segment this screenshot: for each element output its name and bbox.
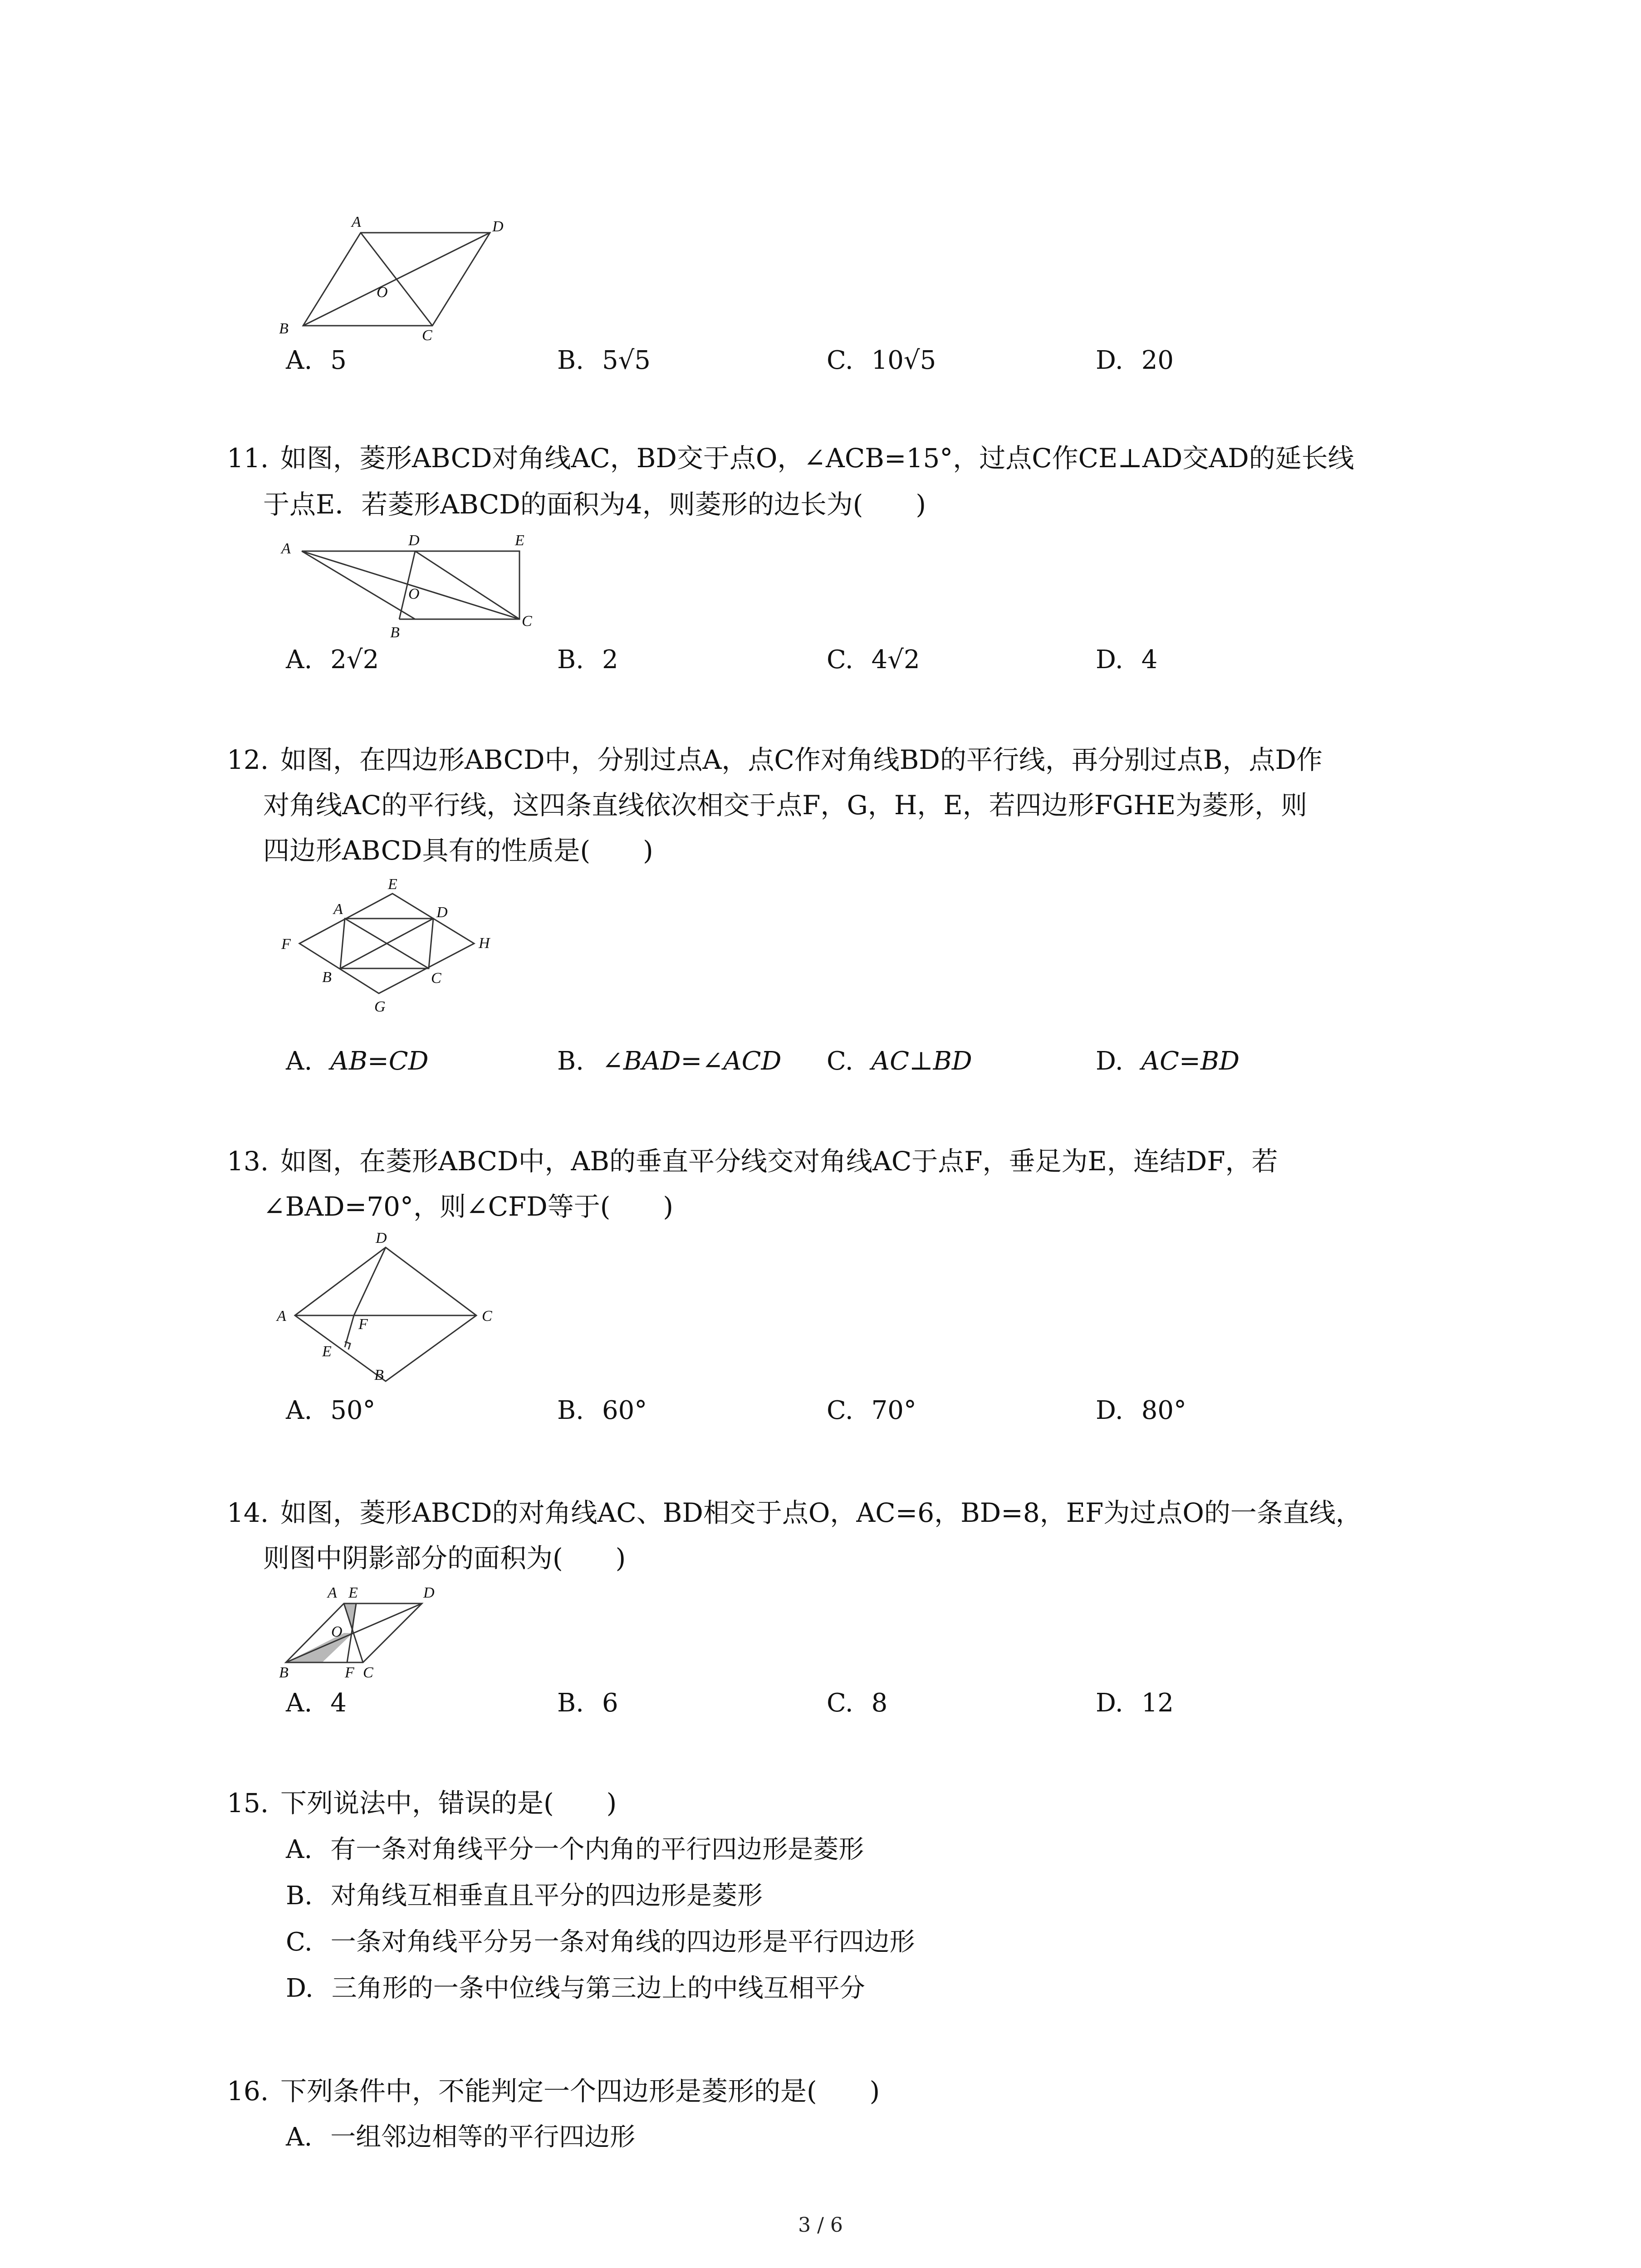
q12-option-a[interactable]: A. AB=CD — [286, 1046, 429, 1076]
page-number: 3 / 6 — [798, 2214, 843, 2237]
q13-label-d: D — [376, 1230, 387, 1246]
q12-label-b: B — [322, 969, 332, 986]
q15-stem: 下列说法中，错误的是( ) — [280, 1788, 617, 1818]
q11-label-c: C — [522, 613, 532, 630]
q14-number: 14. — [227, 1497, 269, 1528]
q10-option-b[interactable]: B. 5√5 — [557, 346, 651, 375]
q15-option-b[interactable]: B. 对角线互相垂直且平分的四边形是菱形 — [286, 1881, 763, 1911]
q15-option-d[interactable]: D. 三角形的一条中位线与第三边上的中线互相平分 — [286, 1974, 865, 2003]
q12-stem-line-3: 四边形ABCD具有的性质是( ) — [263, 835, 653, 866]
q12-label-g: G — [374, 998, 386, 1015]
q11-stem-line-2: 于点E．若菱形ABCD的面积为4，则菱形的边长为( ) — [263, 489, 926, 520]
q12-label-d: D — [436, 904, 448, 921]
q11-option-a[interactable]: A. 2√2 — [286, 645, 379, 675]
q12-number: 12. — [227, 744, 269, 775]
q14-label-b: B — [279, 1664, 289, 1681]
q13-option-c[interactable]: C. 70° — [827, 1396, 916, 1425]
q12-figure — [272, 875, 508, 1039]
q11-option-c[interactable]: C. 4√2 — [827, 645, 920, 675]
q14-label-e: E — [348, 1584, 358, 1601]
q13-option-a[interactable]: A. 50° — [286, 1396, 376, 1425]
q11-label-o: O — [408, 586, 420, 602]
q12-option-c[interactable]: C. AC⊥BD — [827, 1046, 972, 1076]
q11-option-d[interactable]: D. 4 — [1096, 645, 1158, 675]
q15-number: 15. — [227, 1788, 269, 1818]
q10-label-c: C — [422, 327, 432, 344]
q11-option-b[interactable]: B. 2 — [557, 645, 618, 675]
q13-label-c: C — [482, 1308, 492, 1325]
q13-stem-line-2: ∠BAD=70°，则∠CFD等于( ) — [263, 1191, 673, 1222]
q11-label-a: A — [281, 540, 291, 557]
q10-label-a: A — [352, 214, 361, 230]
q13-label-e: E — [322, 1343, 332, 1360]
q16-stem: 下列条件中，不能判定一个四边形是菱形的是( ) — [280, 2076, 880, 2107]
q12-label-e: E — [388, 876, 397, 893]
q14-option-d[interactable]: D. 12 — [1096, 1688, 1174, 1718]
q12-option-d[interactable]: D. AC=BD — [1096, 1046, 1239, 1076]
q14-rhombus-diagram — [272, 1579, 445, 1687]
q12-label-f: F — [281, 936, 291, 953]
q11-number: 11. — [227, 443, 269, 474]
q11-label-e: E — [515, 532, 524, 549]
q14-label-a: A — [328, 1584, 337, 1601]
q12-label-c: C — [431, 970, 441, 987]
q16-number: 16. — [227, 2076, 269, 2107]
q10-rhombus-diagram — [272, 213, 517, 349]
q11-figure — [272, 531, 554, 644]
q10-label-b: B — [279, 320, 289, 337]
q13-label-f: F — [358, 1316, 368, 1333]
q16-option-a[interactable]: A. 一组邻边相等的平行四边形 — [286, 2122, 636, 2152]
q12-stem-line-1: 如图，在四边形ABCD中，分别过点A，点C作对角线BD的平行线，再分别过点B，点D作 — [280, 744, 1323, 775]
q13-stem-line-1: 如图，在菱形ABCD中，AB的垂直平分线交对角线AC于点F，垂足为E，连结DF，若 — [280, 1146, 1278, 1177]
q13-option-b[interactable]: B. 60° — [557, 1396, 647, 1425]
q14-option-c[interactable]: C. 8 — [827, 1688, 888, 1718]
q11-rhombus-diagram — [272, 531, 554, 644]
q13-number: 13. — [227, 1146, 269, 1177]
q13-rhombus-diagram — [272, 1225, 508, 1393]
q14-label-d: D — [423, 1584, 435, 1601]
q14-stem-line-2: 则图中阴影部分的面积为( ) — [263, 1543, 626, 1574]
q10-option-c[interactable]: C. 10√5 — [827, 346, 936, 375]
q12-option-b[interactable]: B. ∠BAD=∠ACD — [557, 1046, 782, 1076]
q10-label-d: D — [492, 218, 504, 235]
q15-option-a[interactable]: A. 有一条对角线平分一个内角的平行四边形是菱形 — [286, 1835, 864, 1864]
q12-label-h: H — [479, 935, 490, 952]
q14-option-a[interactable]: A. 4 — [286, 1688, 347, 1718]
q10-option-a[interactable]: A. 5 — [286, 346, 347, 375]
q15-option-c[interactable]: C. 一条对角线平分另一条对角线的四边形是平行四边形 — [286, 1927, 915, 1957]
q10-label-o: O — [377, 284, 388, 301]
q11-label-b: B — [390, 624, 400, 641]
q11-label-d: D — [408, 532, 420, 549]
q14-stem-line-1: 如图，菱形ABCD的对角线AC、BD相交于点O，AC=6，BD=8，EF为过点O的一条直线， — [280, 1497, 1362, 1528]
q13-label-b: B — [374, 1367, 384, 1383]
q10-figure — [272, 213, 517, 349]
q14-figure — [272, 1579, 445, 1687]
q14-label-o: O — [331, 1623, 343, 1640]
q10-option-d[interactable]: D. 20 — [1096, 346, 1174, 375]
q14-label-f: F — [345, 1664, 354, 1681]
q13-figure — [272, 1225, 508, 1393]
q12-label-a: A — [333, 901, 343, 918]
q12-rhombus-diagram — [272, 875, 508, 1039]
q14-option-b[interactable]: B. 6 — [557, 1688, 618, 1718]
q12-stem-line-2: 对角线AC的平行线，这四条直线依次相交于点F，G，H，E，若四边形FGHE为菱形，则 — [263, 790, 1308, 821]
q13-option-d[interactable]: D. 80° — [1096, 1396, 1186, 1425]
q13-label-a: A — [277, 1308, 286, 1325]
q14-label-c: C — [363, 1664, 373, 1681]
q11-stem-line-1: 如图，菱形ABCD对角线AC，BD交于点O，∠ACB=15°，过点C作CE⊥AD交AD的延长线 — [280, 443, 1354, 474]
